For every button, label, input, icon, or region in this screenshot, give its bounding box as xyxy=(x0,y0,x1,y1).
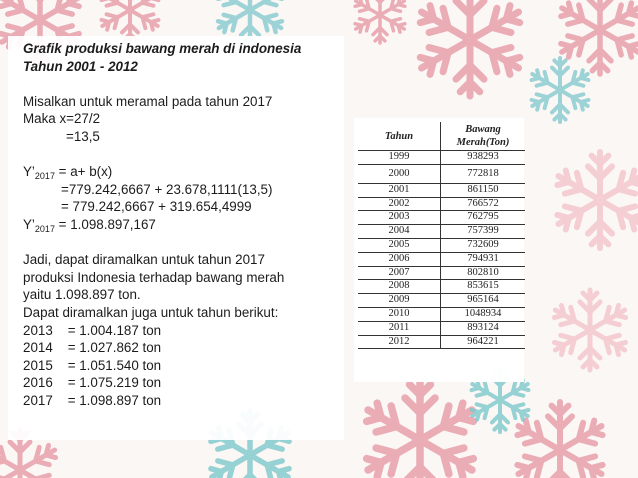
snowflake-cluster-right xyxy=(550,152,638,370)
value-cell: 938293 xyxy=(441,151,526,165)
table-row xyxy=(358,307,525,321)
value-cell: 732609 xyxy=(441,238,526,252)
table-row xyxy=(358,183,525,197)
result-row xyxy=(23,322,353,340)
table-row xyxy=(358,252,525,266)
value-cell: 853615 xyxy=(441,280,526,294)
year-cell: 2005 xyxy=(358,238,441,252)
equation-line-3: = 779.242,6667 + 319.654,4999 xyxy=(61,199,252,215)
result-year: 2017 xyxy=(23,392,53,408)
result-row xyxy=(23,339,353,357)
slide-title-line-2: Tahun 2001 - 2012 xyxy=(23,58,138,74)
snowflake-cluster-top-right xyxy=(352,0,638,96)
conclusion-line-2: produksi Indonesia terhadap bawang merah xyxy=(23,269,285,285)
production-table xyxy=(358,122,525,349)
value-cell: 893124 xyxy=(441,321,526,335)
year-cell: 2012 xyxy=(358,335,441,349)
table-row xyxy=(358,280,525,294)
eq4-prefix: Y’ xyxy=(23,216,35,232)
table-row xyxy=(358,294,525,308)
year-cell: 2000 xyxy=(358,164,441,183)
header-value xyxy=(441,122,526,151)
intro-line-3: =13,5 xyxy=(66,128,100,144)
year-cell: 2008 xyxy=(358,280,441,294)
result-year: 2015 xyxy=(23,357,53,373)
table-row xyxy=(358,321,525,335)
result-value: = 1.027.862 ton xyxy=(67,340,162,356)
year-cell: 2003 xyxy=(358,211,441,225)
result-year: 2013 xyxy=(23,322,53,338)
value-cell: 762795 xyxy=(441,211,526,225)
value-cell: 757399 xyxy=(441,225,526,239)
result-year: 2014 xyxy=(23,340,53,356)
result-year: 2016 xyxy=(23,375,53,391)
year-cell: 2002 xyxy=(358,197,441,211)
conclusion-line-3: yaitu 1.098.897 ton. xyxy=(23,287,141,303)
eq1-rest: = a+ b(x) xyxy=(54,164,113,180)
conclusion-line-4: Dapat diramalkan juga untuk tahun berikut: xyxy=(23,304,279,320)
value-cell: 766572 xyxy=(441,197,526,211)
intro-line-2: Maka x=27/2 xyxy=(23,111,101,127)
year-cell: 2004 xyxy=(358,225,441,239)
result-row xyxy=(23,374,353,392)
year-cell: 2006 xyxy=(358,252,441,266)
result-value: = 1.098.897 ton xyxy=(67,392,162,408)
table-row xyxy=(358,211,525,225)
table-row xyxy=(358,151,525,165)
eq4-rest: = 1.098.897,167 xyxy=(54,216,156,232)
value-cell: 794931 xyxy=(441,252,526,266)
result-row xyxy=(23,392,353,410)
table-row xyxy=(358,197,525,211)
result-value: = 1.075.219 ton xyxy=(67,375,162,391)
slide-content xyxy=(23,40,353,409)
equation-line-1 xyxy=(23,163,353,181)
result-row xyxy=(23,357,353,375)
table-row xyxy=(358,238,525,252)
eq4-subscript: 2017 xyxy=(34,223,55,234)
year-cell: 1999 xyxy=(358,151,441,165)
value-cell: 964221 xyxy=(441,335,526,349)
year-cell: 2007 xyxy=(358,266,441,280)
value-cell: 772818 xyxy=(441,164,526,183)
year-cell: 2001 xyxy=(358,183,441,197)
result-value: = 1.051.540 ton xyxy=(67,357,162,373)
table-row xyxy=(358,164,525,183)
value-cell: 965164 xyxy=(441,294,526,308)
header-year: Tahun xyxy=(358,122,441,151)
header-value-line-1: Bawang xyxy=(465,124,501,135)
table-row xyxy=(358,335,525,349)
year-cell: 2011 xyxy=(358,321,441,335)
table-header-row xyxy=(358,122,525,151)
value-cell: 861150 xyxy=(441,183,526,197)
value-cell: 1048934 xyxy=(441,307,526,321)
year-cell: 2010 xyxy=(358,307,441,321)
result-value: = 1.004.187 ton xyxy=(67,322,162,338)
slide-title-line-1: Grafik produksi bawang merah di indonesia xyxy=(23,41,302,56)
table-row xyxy=(358,225,525,239)
equation-line-4 xyxy=(23,216,353,234)
table-row xyxy=(358,266,525,280)
year-cell: 2009 xyxy=(358,294,441,308)
intro-line-1: Misalkan untuk meramal pada tahun 2017 xyxy=(23,93,273,109)
eq1-subscript: 2017 xyxy=(34,171,55,182)
equation-line-2: =779.242,6667 + 23.678,1111(13,5) xyxy=(61,181,273,197)
eq1-prefix: Y’ xyxy=(23,164,35,180)
value-cell: 802810 xyxy=(441,266,526,280)
header-value-line-2: Merah(Ton) xyxy=(456,137,510,148)
conclusion-line-1: Jadi, dapat diramalkan untuk tahun 2017 xyxy=(23,252,265,268)
